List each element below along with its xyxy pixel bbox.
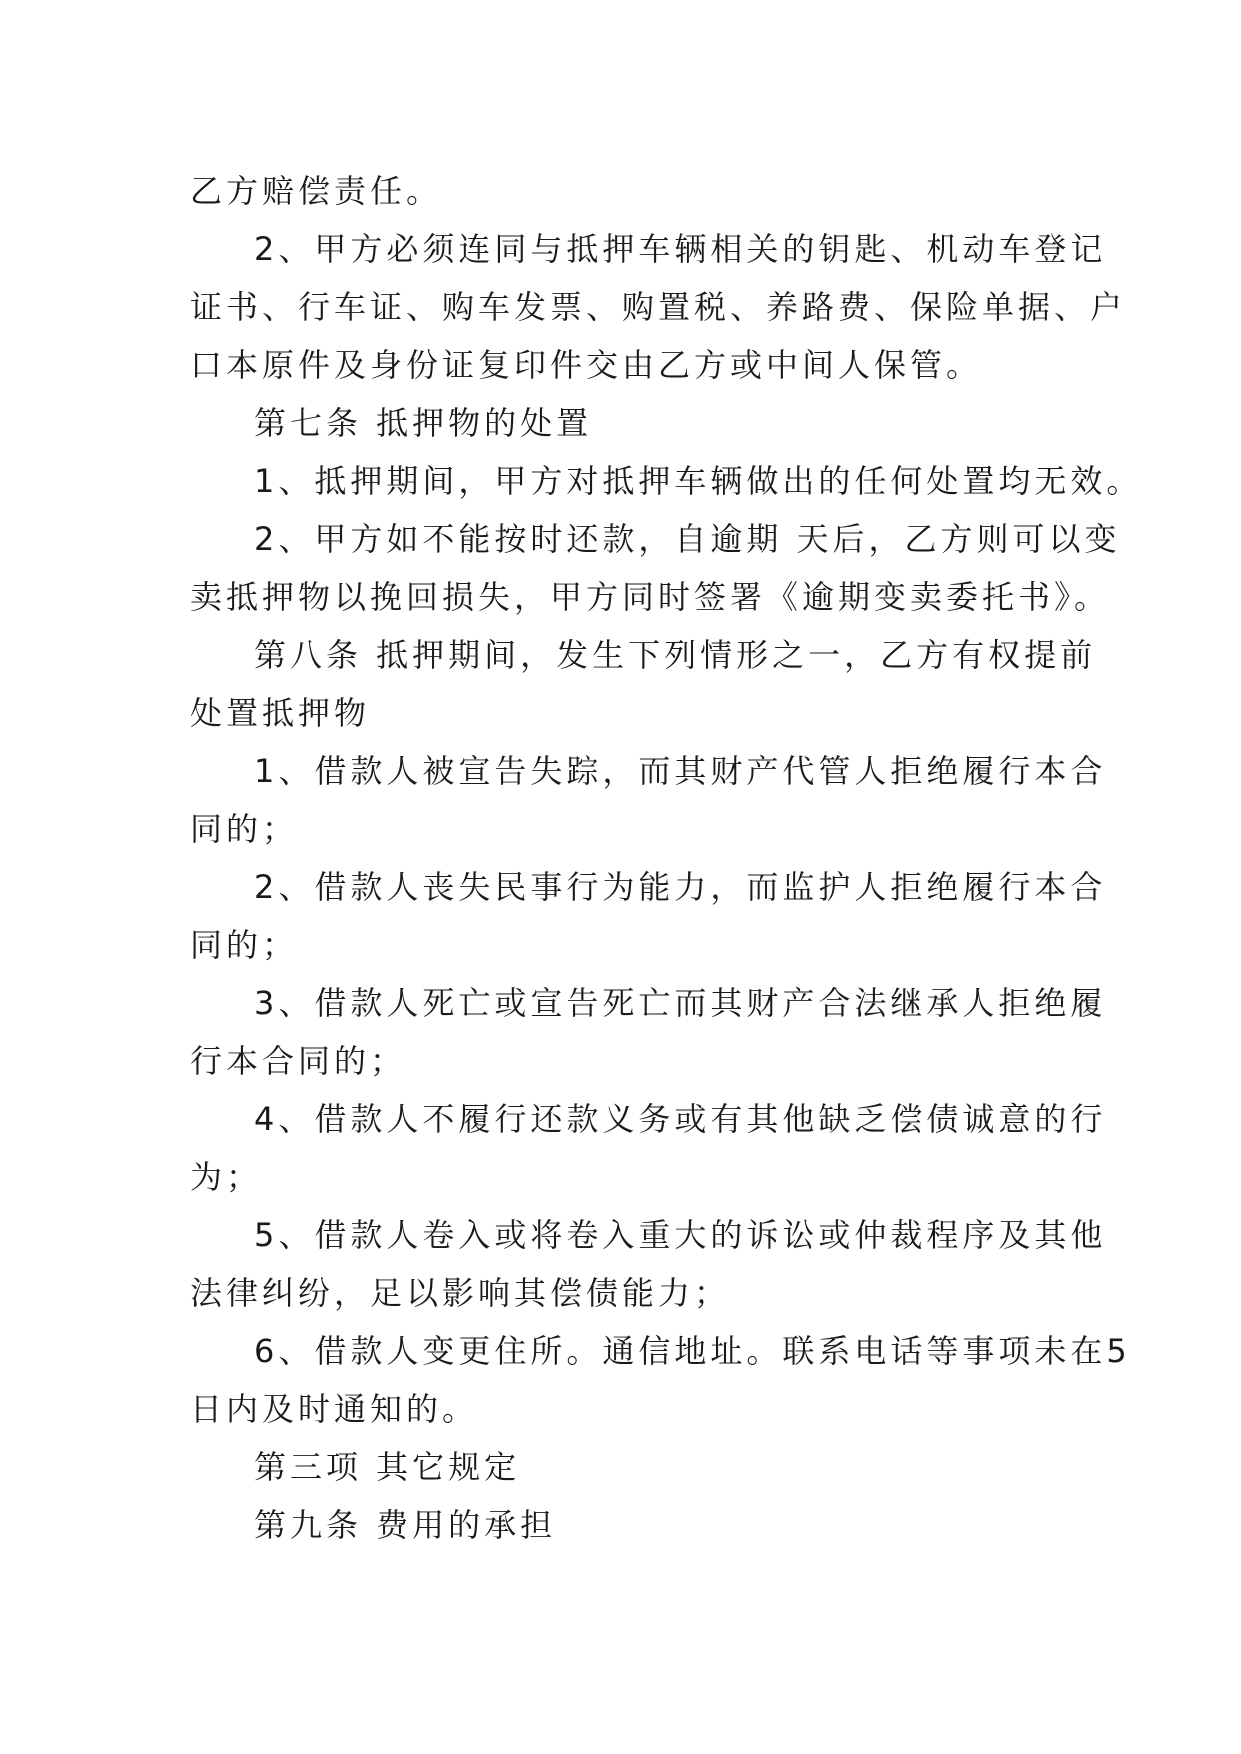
text-line: 为； [190, 1158, 263, 1196]
text-line: 2、甲方如不能按时还款，自逾期 天后，乙方则可以变 [254, 520, 1121, 558]
text-line: 日内及时通知的。 [190, 1390, 479, 1428]
text-line: 2、甲方必须连同与抵押车辆相关的钥匙、机动车登记 [254, 230, 1107, 268]
text-line: 1、抵押期间，甲方对抵押车辆做出的任何处置均无效。 [254, 462, 1143, 500]
text-line: 2、借款人丧失民事行为能力，而监护人拒绝履行本合 [254, 868, 1107, 906]
text-line: 同的； [190, 926, 299, 964]
text-line: 4、借款人不履行还款义务或有其他缺乏偿债诚意的行 [254, 1100, 1107, 1138]
text-line: 6、借款人变更住所。通信地址。联系电话等事项未在5 [254, 1332, 1131, 1370]
text-line: 处置抵押物 [190, 694, 371, 732]
text-line: 卖抵押物以挽回损失，甲方同时签署《逾期变卖委托书》。 [190, 578, 1111, 616]
text-line: 5、借款人卷入或将卷入重大的诉讼或仲裁程序及其他 [254, 1216, 1107, 1254]
article-heading: 第八条 抵押期间，发生下列情形之一，乙方有权提前 [254, 636, 1097, 674]
text-line: 口本原件及身份证复印件交由乙方或中间人保管。 [190, 346, 983, 384]
body-text [190, 162, 1143, 1554]
text-line: 3、借款人死亡或宣告死亡而其财产合法继承人拒绝履 [254, 984, 1107, 1022]
text-line: 乙方赔偿责任。 [190, 172, 443, 210]
article-heading: 第七条 抵押物的处置 [254, 404, 593, 442]
section-heading: 第三项 其它规定 [254, 1448, 521, 1486]
text-line: 1、借款人被宣告失踪，而其财产代管人拒绝履行本合 [254, 752, 1107, 790]
text-line: 法律纠纷，足以影响其偿债能力； [190, 1274, 731, 1312]
article-heading: 第九条 费用的承担 [254, 1506, 557, 1544]
text-line: 证书、行车证、购车发票、购置税、养路费、保险单据、户 [190, 288, 1127, 326]
text-line: 行本合同的； [190, 1042, 407, 1080]
text-line: 同的； [190, 810, 299, 848]
